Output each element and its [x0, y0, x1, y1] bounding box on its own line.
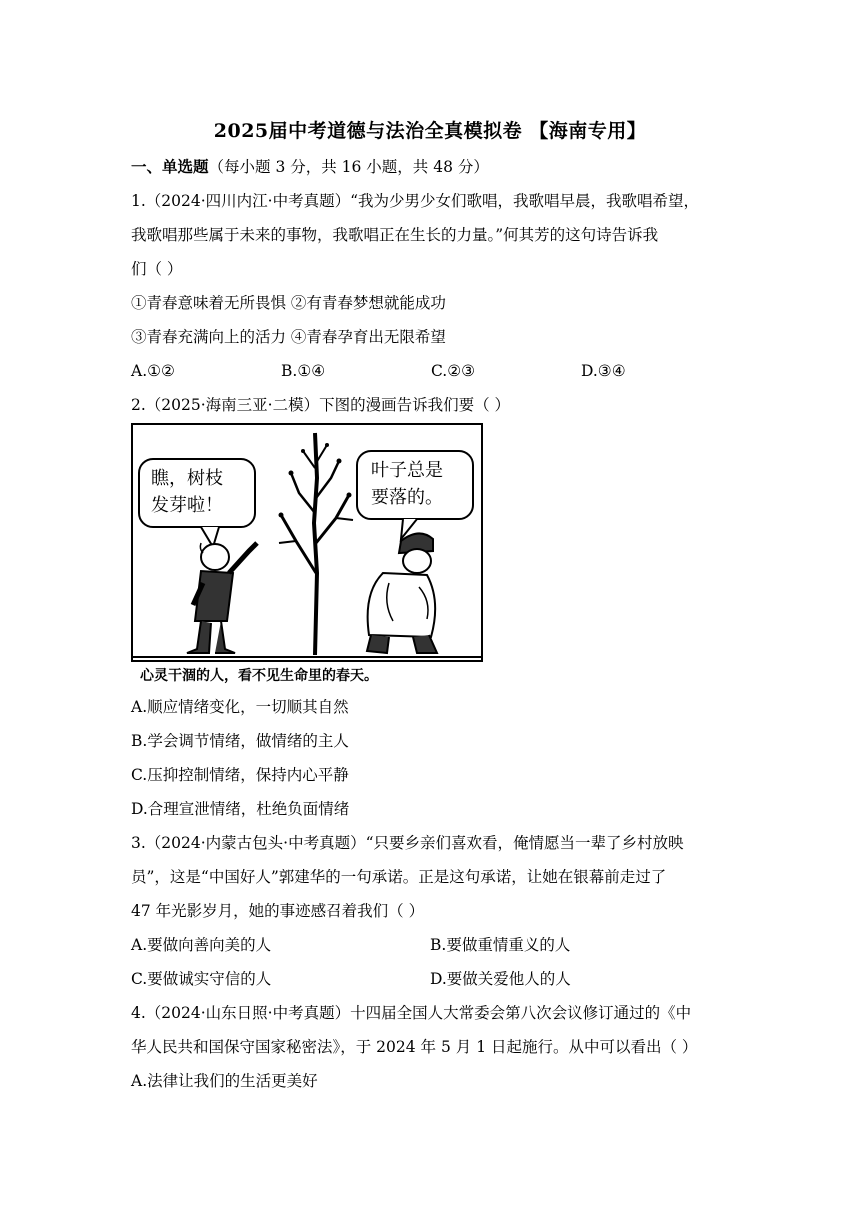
page-title: 2025届中考道德与法治全真模拟卷 【海南专用】 — [213, 120, 647, 142]
q2-option-a: A.顺应情绪变化，一切顺其自然 — [131, 698, 349, 716]
cartoon-bubble-right: 叶子总是 要落的。 — [371, 460, 443, 508]
q3-stem-line2: 员”，这是“中国好人”郭建华的一句承诺。正是这句承诺，让她在银幕前走过了 — [131, 868, 667, 886]
q1-option-a: A.①② — [131, 362, 175, 380]
cartoon-bubble-left: 瞧，树枝 发芽啦！ — [151, 468, 223, 516]
section-heading: 一、单选题 — [131, 157, 209, 176]
q4-stem-line2: 华人民共和国保守国家秘密法》，于 2024 年 5 月 1 日起施行。从中可以看出（ ） — [131, 1038, 698, 1056]
q3-option-a: A.要做向善向美的人 — [131, 936, 272, 954]
q1-statement-1: ①青春意味着无所畏惧 ②有青春梦想就能成功 — [131, 294, 446, 312]
q2-option-d: D.合理宣泄情绪，杜绝负面情绪 — [131, 800, 350, 818]
q1-option-c: C.②③ — [431, 362, 476, 380]
cartoon-caption: 心灵干涸的人，看不见生命里的春天。 — [140, 668, 378, 684]
q2-stem-line1: 2.（2025·海南三亚·二模）下图的漫画告诉我们要（ ） — [131, 396, 511, 414]
q3-option-c: C.要做诚实守信的人 — [131, 970, 272, 988]
q3-stem-line3: 47 年光影岁月，她的事迹感召着我们（ ） — [131, 902, 425, 920]
q4-option-a: A.法律让我们的生活更美好 — [131, 1072, 318, 1090]
cartoon-image — [131, 423, 483, 663]
q2-option-c: C.压抑控制情绪，保持内心平静 — [131, 766, 349, 784]
section-heading-line — [131, 157, 731, 177]
q1-option-b: B.①④ — [281, 362, 326, 380]
q1-option-d: D.③④ — [581, 362, 626, 380]
q3-stem-line1: 3.（2024·内蒙古包头·中考真题）“只要乡亲们喜欢看，俺情愿当一辈了乡村放映 — [131, 834, 684, 852]
section-note: （每小题 3 分，共 16 小题，共 48 分） — [208, 158, 489, 176]
q2-option-b: B.学会调节情绪，做情绪的主人 — [131, 732, 349, 750]
q1-statement-2: ③青春充满向上的活力 ④青春孕育出无限希望 — [131, 328, 446, 346]
q1-stem-line3: 们（ ） — [131, 260, 183, 278]
q1-stem-line2: 我歌唱那些属于未来的事物，我歌唱正在生长的力量。”何其芳的这句诗告诉我 — [131, 226, 659, 244]
q3-option-d: D.要做关爱他人的人 — [430, 970, 571, 988]
q4-stem-line1: 4.（2024·山东日照·中考真题）十四届全国人大常委会第八次会议修订通过的《中 — [131, 1004, 692, 1022]
q1-stem-line1: 1.（2024·四川内江·中考真题）“我为少男少女们歌唱，我歌唱早晨，我歌唱希望， — [131, 192, 700, 210]
q3-option-b: B.要做重情重义的人 — [430, 936, 571, 954]
